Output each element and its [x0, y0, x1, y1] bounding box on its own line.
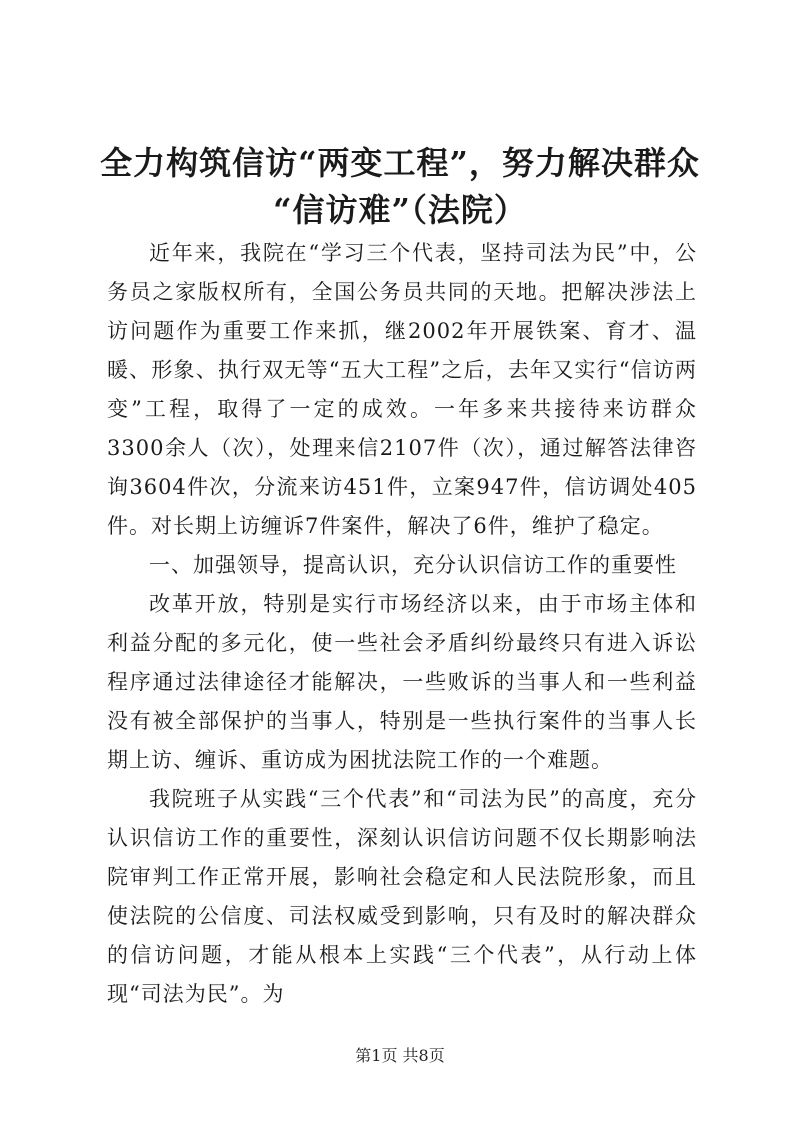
paragraph-intro: 近年来，我院在“学习三个代表，坚持司法为民”中，公务员之家版权所有，全国公务员共同的天地。把解决涉法上访问题作为重要工作来抓，继2002年开展铁案、育才、温暖、形象、执行双无等“五大工程”之后，去年又实行“信访两变”工程，取得了一定的成效。一年多来共接待来访群众3300余人（次），处理来信2107件（次），通过解答法律咨询3604件次，分流来访451件，立案947件，信访调处405件。对长期上访缠诉7件案件，解决了6件，维护了稳定。 [107, 241, 697, 538]
document-body [107, 234, 697, 1014]
paragraph-reform: 改革开放，特别是实行市场经济以来，由于市场主体和利益分配的多元化，使一些社会矛盾纠纷最终只有进入诉讼程序通过法律途径才能解决，一些败诉的当事人和一些利益没有被全部保护的当事人，特别是一些执行案件的当事人长期上访、缠诉、重访成为困扰法院工作的一个难题。 [107, 592, 697, 772]
title-line-2: “信访难”（法院） [273, 191, 527, 229]
document-title [90, 140, 710, 234]
page-indicator: 第1页 共8页 [355, 1046, 445, 1065]
section-heading-1: 一、加强领导，提高认识，充分认识信访工作的重要性 [149, 553, 677, 577]
page-footer [0, 1046, 800, 1066]
title-line-1: 全力构筑信访“两变工程”，努力解决群众 [100, 144, 700, 182]
paragraph-leadership: 我院班子从实践“三个代表”和“司法为民”的高度，充分认识信访工作的重要性，深刻认识信访问题不仅长期影响法院审判工作正常开展，影响社会稳定和人民法院形象，而且使法院的公信度、司法权威受到影响，只有及时的解决群众的信访问题，才能从根本上实践“三个代表”，从行动上体现“司法为民”。为 [107, 787, 697, 1006]
